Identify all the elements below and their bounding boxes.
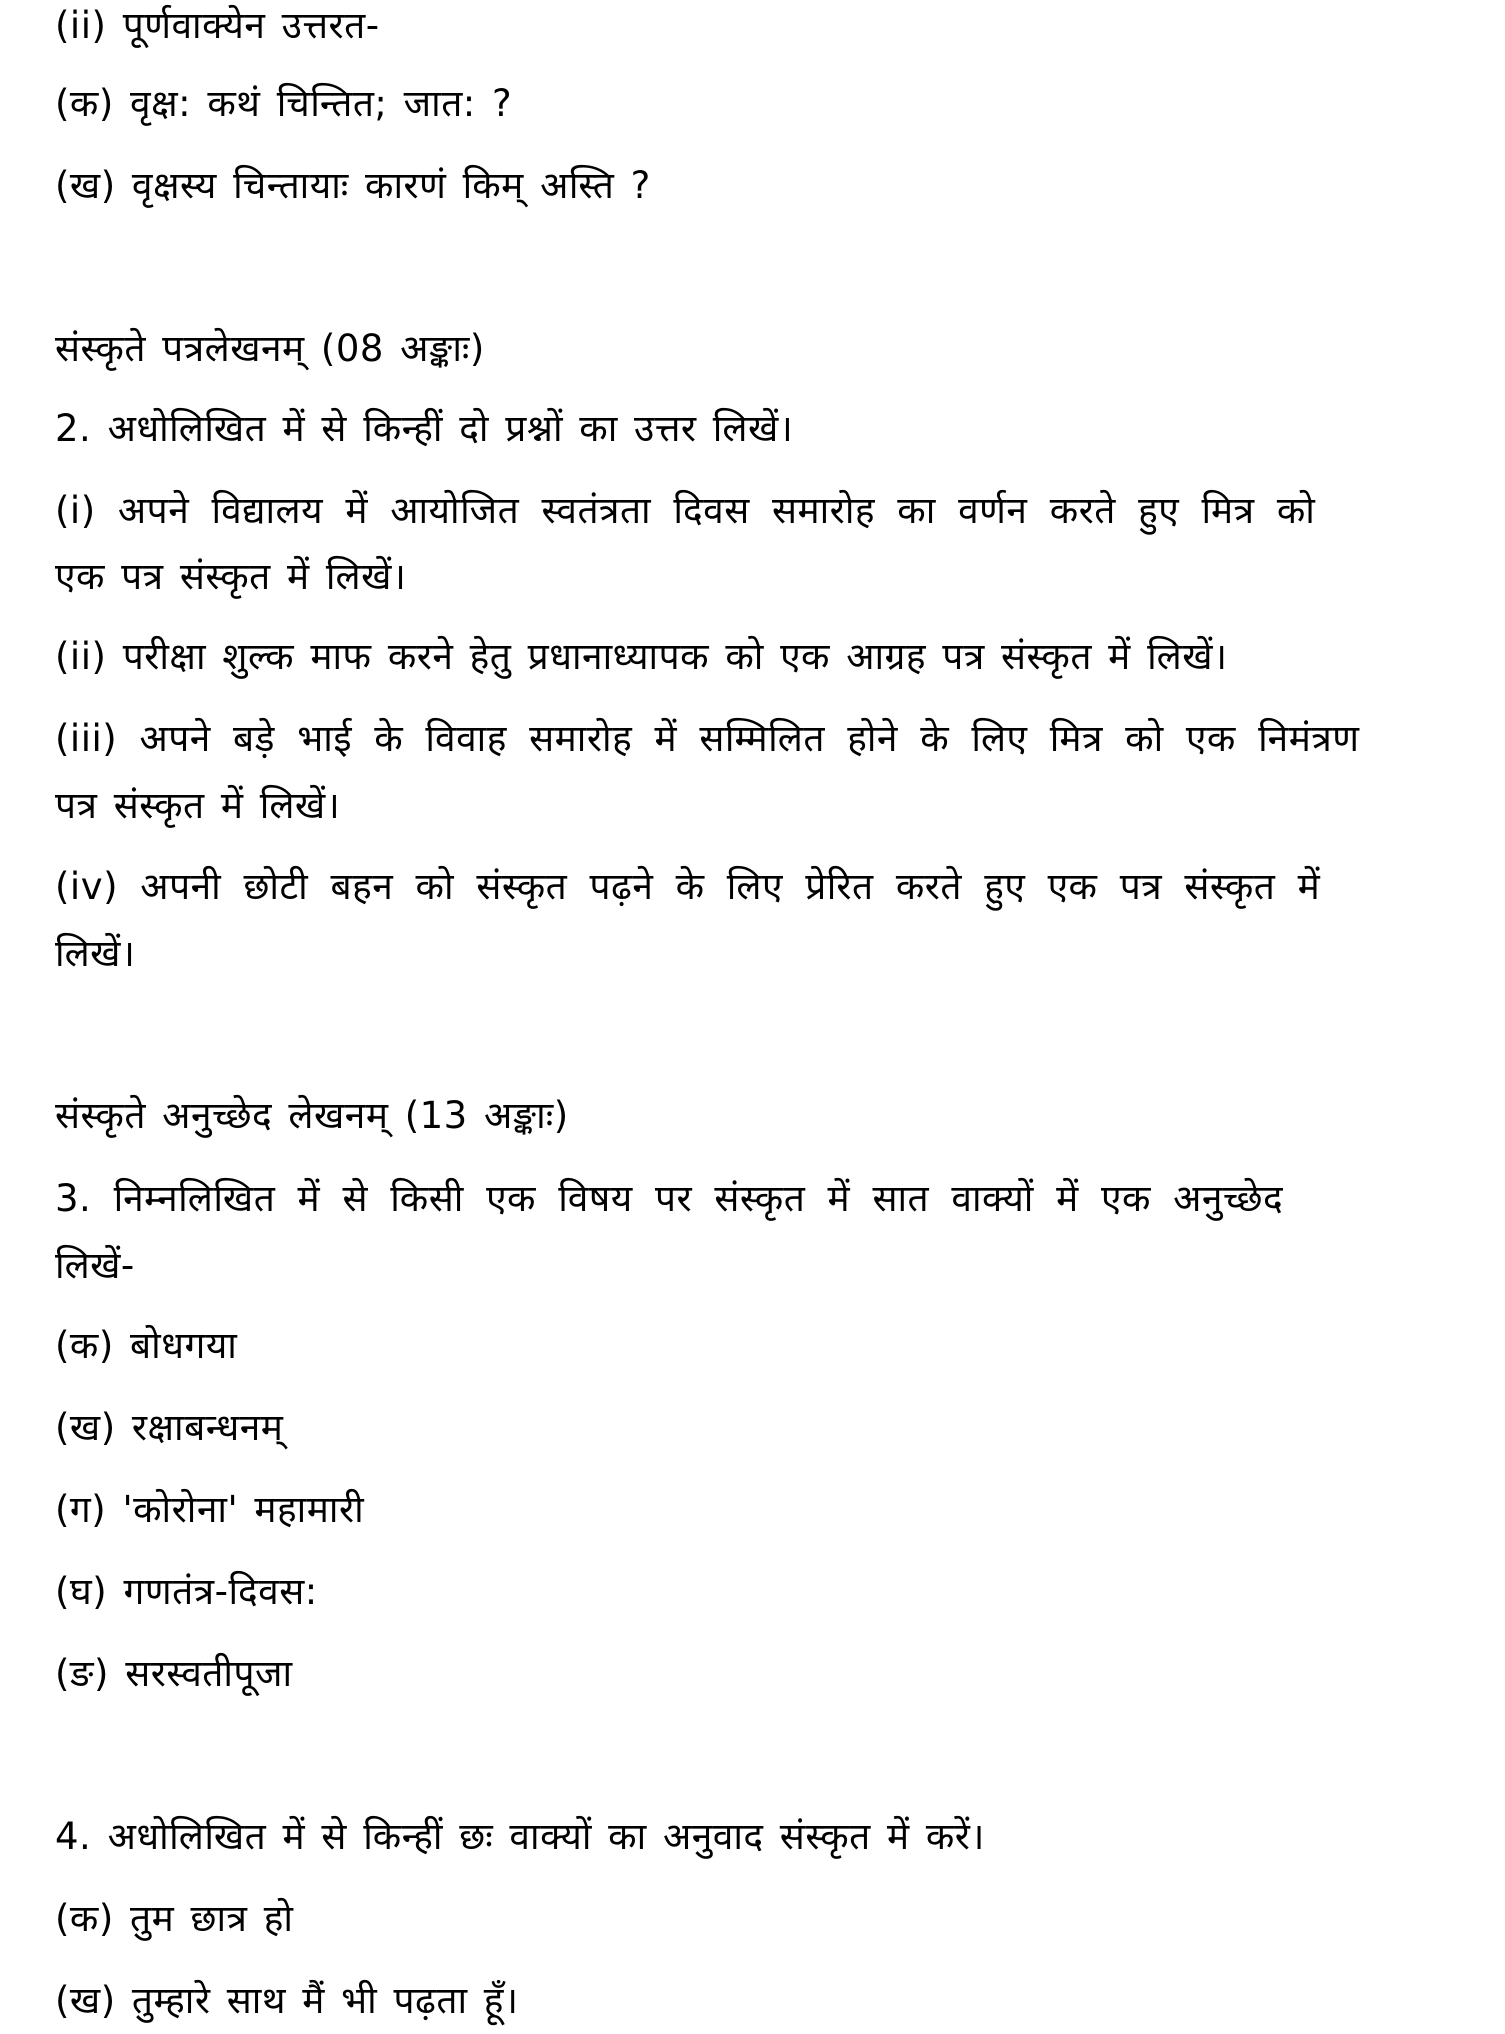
question-2: 2. अधोलिखित में से किन्हीं दो प्रश्नों का उत्तर लिखें। (55, 407, 794, 450)
section-title-paragraph-writing: संस्कृते अनुच्छेद लेखनम् (13 अङ्काः) (55, 1094, 569, 1137)
topic-kha: (ख) रक्षाबन्धनम् (55, 1406, 284, 1449)
question-3-line1: 3. निम्नलिखित में से किसी एक विषय पर संस्कृत में सात वाक्यों में एक अनुच्छेद (55, 1177, 1284, 1220)
letter-option-2: (ii) परीक्षा शुल्क माफ करने हेतु प्रधानाध्यापक को एक आग्रह पत्र संस्कृत में लिखें। (55, 635, 1228, 678)
topic-ka: (क) बोधगया (55, 1324, 238, 1367)
translation-sentence-ka: (क) तुम छात्र हो (55, 1897, 294, 1940)
letter-option-4-line1: (iv) अपनी छोटी बहन को संस्कृत पढ़ने के लिए प्रेरित करते हुए एक पत्र संस्कृत में (55, 865, 1321, 908)
q1-part2-heading: (ii) पूर्णवाक्येन उत्तरत- (55, 4, 380, 47)
topic-ga: (ग) 'कोरोना' महामारी (55, 1488, 365, 1531)
letter-option-3-line2: पत्र संस्कृत में लिखें। (55, 784, 341, 827)
question-3-line2: लिखें- (55, 1244, 135, 1287)
letter-option-1-line2: एक पत्र संस्कृत में लिखें। (55, 555, 407, 598)
q1-part2-item-ka: (क) वृक्ष: कथं चिन्तित; जात: ? (55, 82, 513, 125)
topic-gha: (घ) गणतंत्र-दिवस: (55, 1570, 318, 1613)
translation-sentence-kha: (ख) तुम्हारे साथ मैं भी पढ़ता हूँ। (55, 1979, 519, 2022)
topic-nga: (ङ) सरस्वतीपूजा (55, 1652, 293, 1695)
letter-option-4-line2: लिखें। (55, 932, 136, 975)
question-4: 4. अधोलिखित में से किन्हीं छः वाक्यों का अनुवाद संस्कृत में करें। (55, 1815, 985, 1858)
letter-option-3-line1: (iii) अपने बड़े भाई के विवाह समारोह में सम्मिलित होने के लिए मित्र को एक निमंत्रण (55, 717, 1360, 760)
section-title-letter-writing: संस्कृते पत्रलेखनम् (08 अङ्काः) (55, 327, 485, 370)
q1-part2-item-kha: (ख) वृक्षस्य चिन्तायाः कारणं किम् अस्ति ? (55, 164, 651, 207)
letter-option-1-line1: (i) अपने विद्यालय में आयोजित स्वतंत्रता दिवस समारोह का वर्णन करते हुए मित्र को (55, 489, 1316, 532)
